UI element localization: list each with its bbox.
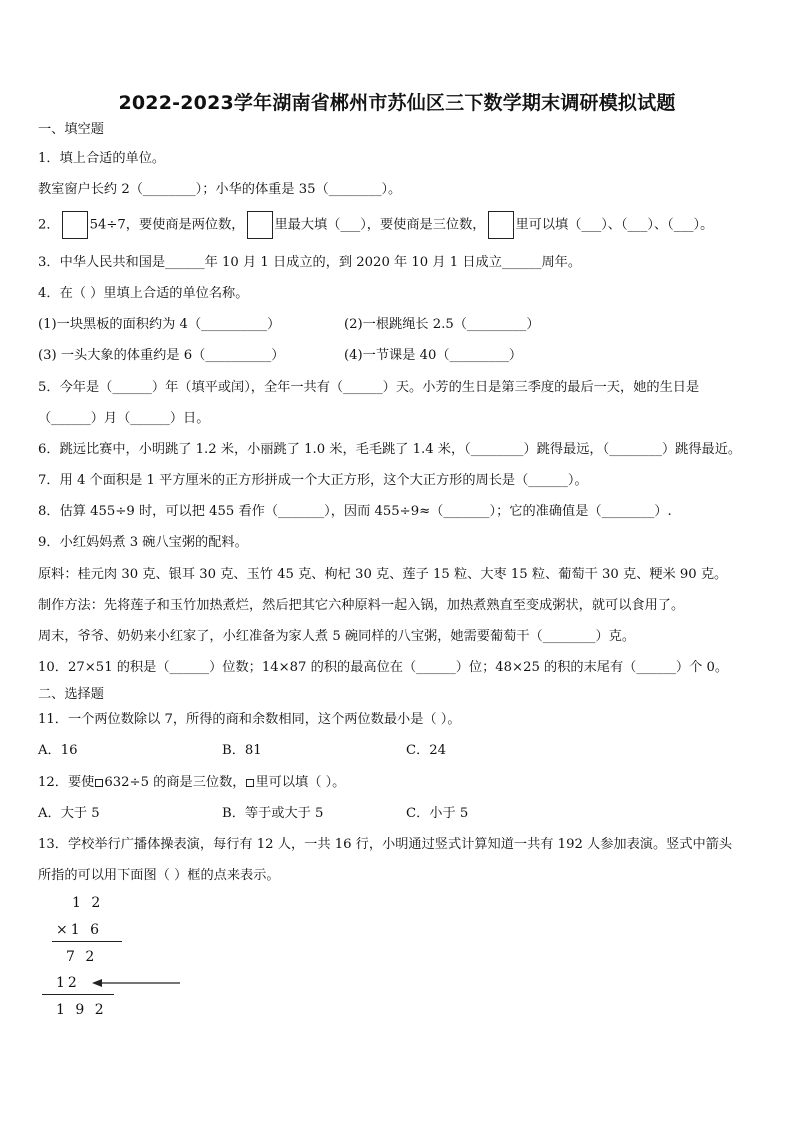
question-12-middle: 632÷5 的商是三位数， — [104, 775, 246, 790]
section-fill-heading: 一、填空题 — [38, 122, 104, 137]
calc-partial-product-1: 7 2 — [66, 949, 98, 965]
question-9-stem: 9．小红妈妈煮 3 碗八宝粥的配料。 — [38, 535, 248, 550]
question-2-part-c: 里可以填（___）、（___）、（___）。 — [515, 217, 714, 233]
question-10: 10．27×51 的积是（______）位数；14×87 的积的最高位在（______）位；48×25 的积的末尾有（______）个 0。 — [38, 660, 729, 675]
arrow-icon — [92, 976, 192, 990]
blank-square — [95, 779, 103, 787]
question-4-stem: 4．在（ ）里填上合适的单位名称。 — [38, 286, 249, 301]
question-1-line: 教室窗户长约 2（________）；小华的体重是 35（________）。 — [38, 182, 402, 197]
calc-multiplier: ×1 6 — [56, 922, 102, 938]
question-5-line-1: 5．今年是（______）年（填平或闰），全年一共有（______）天。小芳的生日是第三季度的最后一天，她的生日是 — [38, 380, 700, 395]
question-13-line-2: 所指的可以用下面图（ ）框的点来表示。 — [38, 868, 280, 883]
question-12-option-c[interactable]: C．小于 5 — [406, 806, 469, 821]
question-11-stem: 11．一个两位数除以 7，所得的商和余数相同，这个两位数最小是（ ）。 — [38, 712, 461, 727]
blank-square — [246, 779, 254, 787]
question-12-stem — [38, 774, 345, 792]
question-11-option-a[interactable]: A．16 — [38, 743, 78, 758]
calc-rule-1 — [52, 941, 122, 942]
question-12-option-a[interactable]: A．大于 5 — [38, 806, 100, 821]
page-title: 2022-2023学年湖南省郴州市苏仙区三下数学期末调研模拟试题 — [118, 92, 676, 114]
question-6: 6．跳远比赛中，小明跳了 1.2 米，小丽跳了 1.0 米，毛毛跳了 1.4 米，（________）跳得最远，（________）跳得最近。 — [38, 442, 742, 457]
question-11-option-b[interactable]: B．81 — [222, 743, 262, 758]
calc-product: 1 9 2 — [56, 1002, 107, 1018]
question-11-option-c[interactable]: C．24 — [406, 743, 447, 758]
blank-box — [62, 211, 88, 239]
question-7: 7．用 4 个面积是 1 平方厘米的正方形拼成一个大正方形，这个大正方形的周长是（______）。 — [38, 473, 588, 488]
question-3: 3．中华人民共和国是______年 10 月 1 日成立的，到 2020 年 10 月 1 日成立______周年。 — [38, 255, 582, 270]
question-5-line-2: （______）月（______）日。 — [38, 411, 210, 426]
question-13-line-1: 13．学校举行广播体操表演，每行有 12 人，一共 16 行，小明通过竖式计算知道一共有 192 人参加表演。竖式中箭头 — [38, 837, 733, 852]
question-9-question: 周末，爷爷、奶奶来小红家了，小红准备为家人煮 5 碗同样的八宝粥，她需要葡萄干（________）克。 — [38, 629, 636, 644]
section-choice-heading: 二、选择题 — [38, 687, 104, 702]
question-12-option-b[interactable]: B．等于或大于 5 — [222, 806, 324, 821]
blank-box — [247, 211, 273, 239]
question-4-item-2: (2)一根跳绳长 2.5（_________） — [344, 317, 540, 332]
blank-box — [488, 211, 514, 239]
question-9-method: 制作方法：先将莲子和玉竹加热煮烂，然后把其它六种原料一起入锅，加热煮熟直至变成粥状，就可以食用了。 — [38, 598, 685, 613]
question-2 — [38, 211, 713, 240]
question-8: 8．估算 455÷9 时，可以把 455 看作（_______），因而 455÷9≈（_______）；它的准确值是（________）. — [38, 504, 672, 519]
calc-rule-2 — [42, 994, 114, 995]
calc-partial-product-2: 12 — [56, 975, 80, 991]
question-2-part-a: 54÷7，要使商是两位数， — [89, 217, 245, 233]
question-12-prefix: 12．要使 — [38, 775, 95, 790]
question-2-number: 2． — [38, 217, 60, 233]
question-2-part-b: 里最大填（___），要使商是三位数， — [274, 217, 486, 233]
calc-multiplicand: 1 2 — [72, 895, 104, 911]
question-4-item-3: (3) 一头大象的体重约是 6（__________） — [38, 348, 285, 363]
question-4-item-4: (4)一节课是 40（_________） — [344, 348, 523, 363]
question-4-item-1: (1)一块黑板的面积约为 4（__________） — [38, 317, 281, 332]
question-9-ingredients: 原料：桂元肉 30 克、银耳 30 克、玉竹 45 克、枸杞 30 克、莲子 15 粒、大枣 15 粒、葡萄干 30 克、粳米 90 克。 — [38, 567, 728, 582]
question-12-suffix: 里可以填（ ）。 — [255, 775, 346, 790]
question-1-stem: 1．填上合适的单位。 — [38, 151, 166, 166]
